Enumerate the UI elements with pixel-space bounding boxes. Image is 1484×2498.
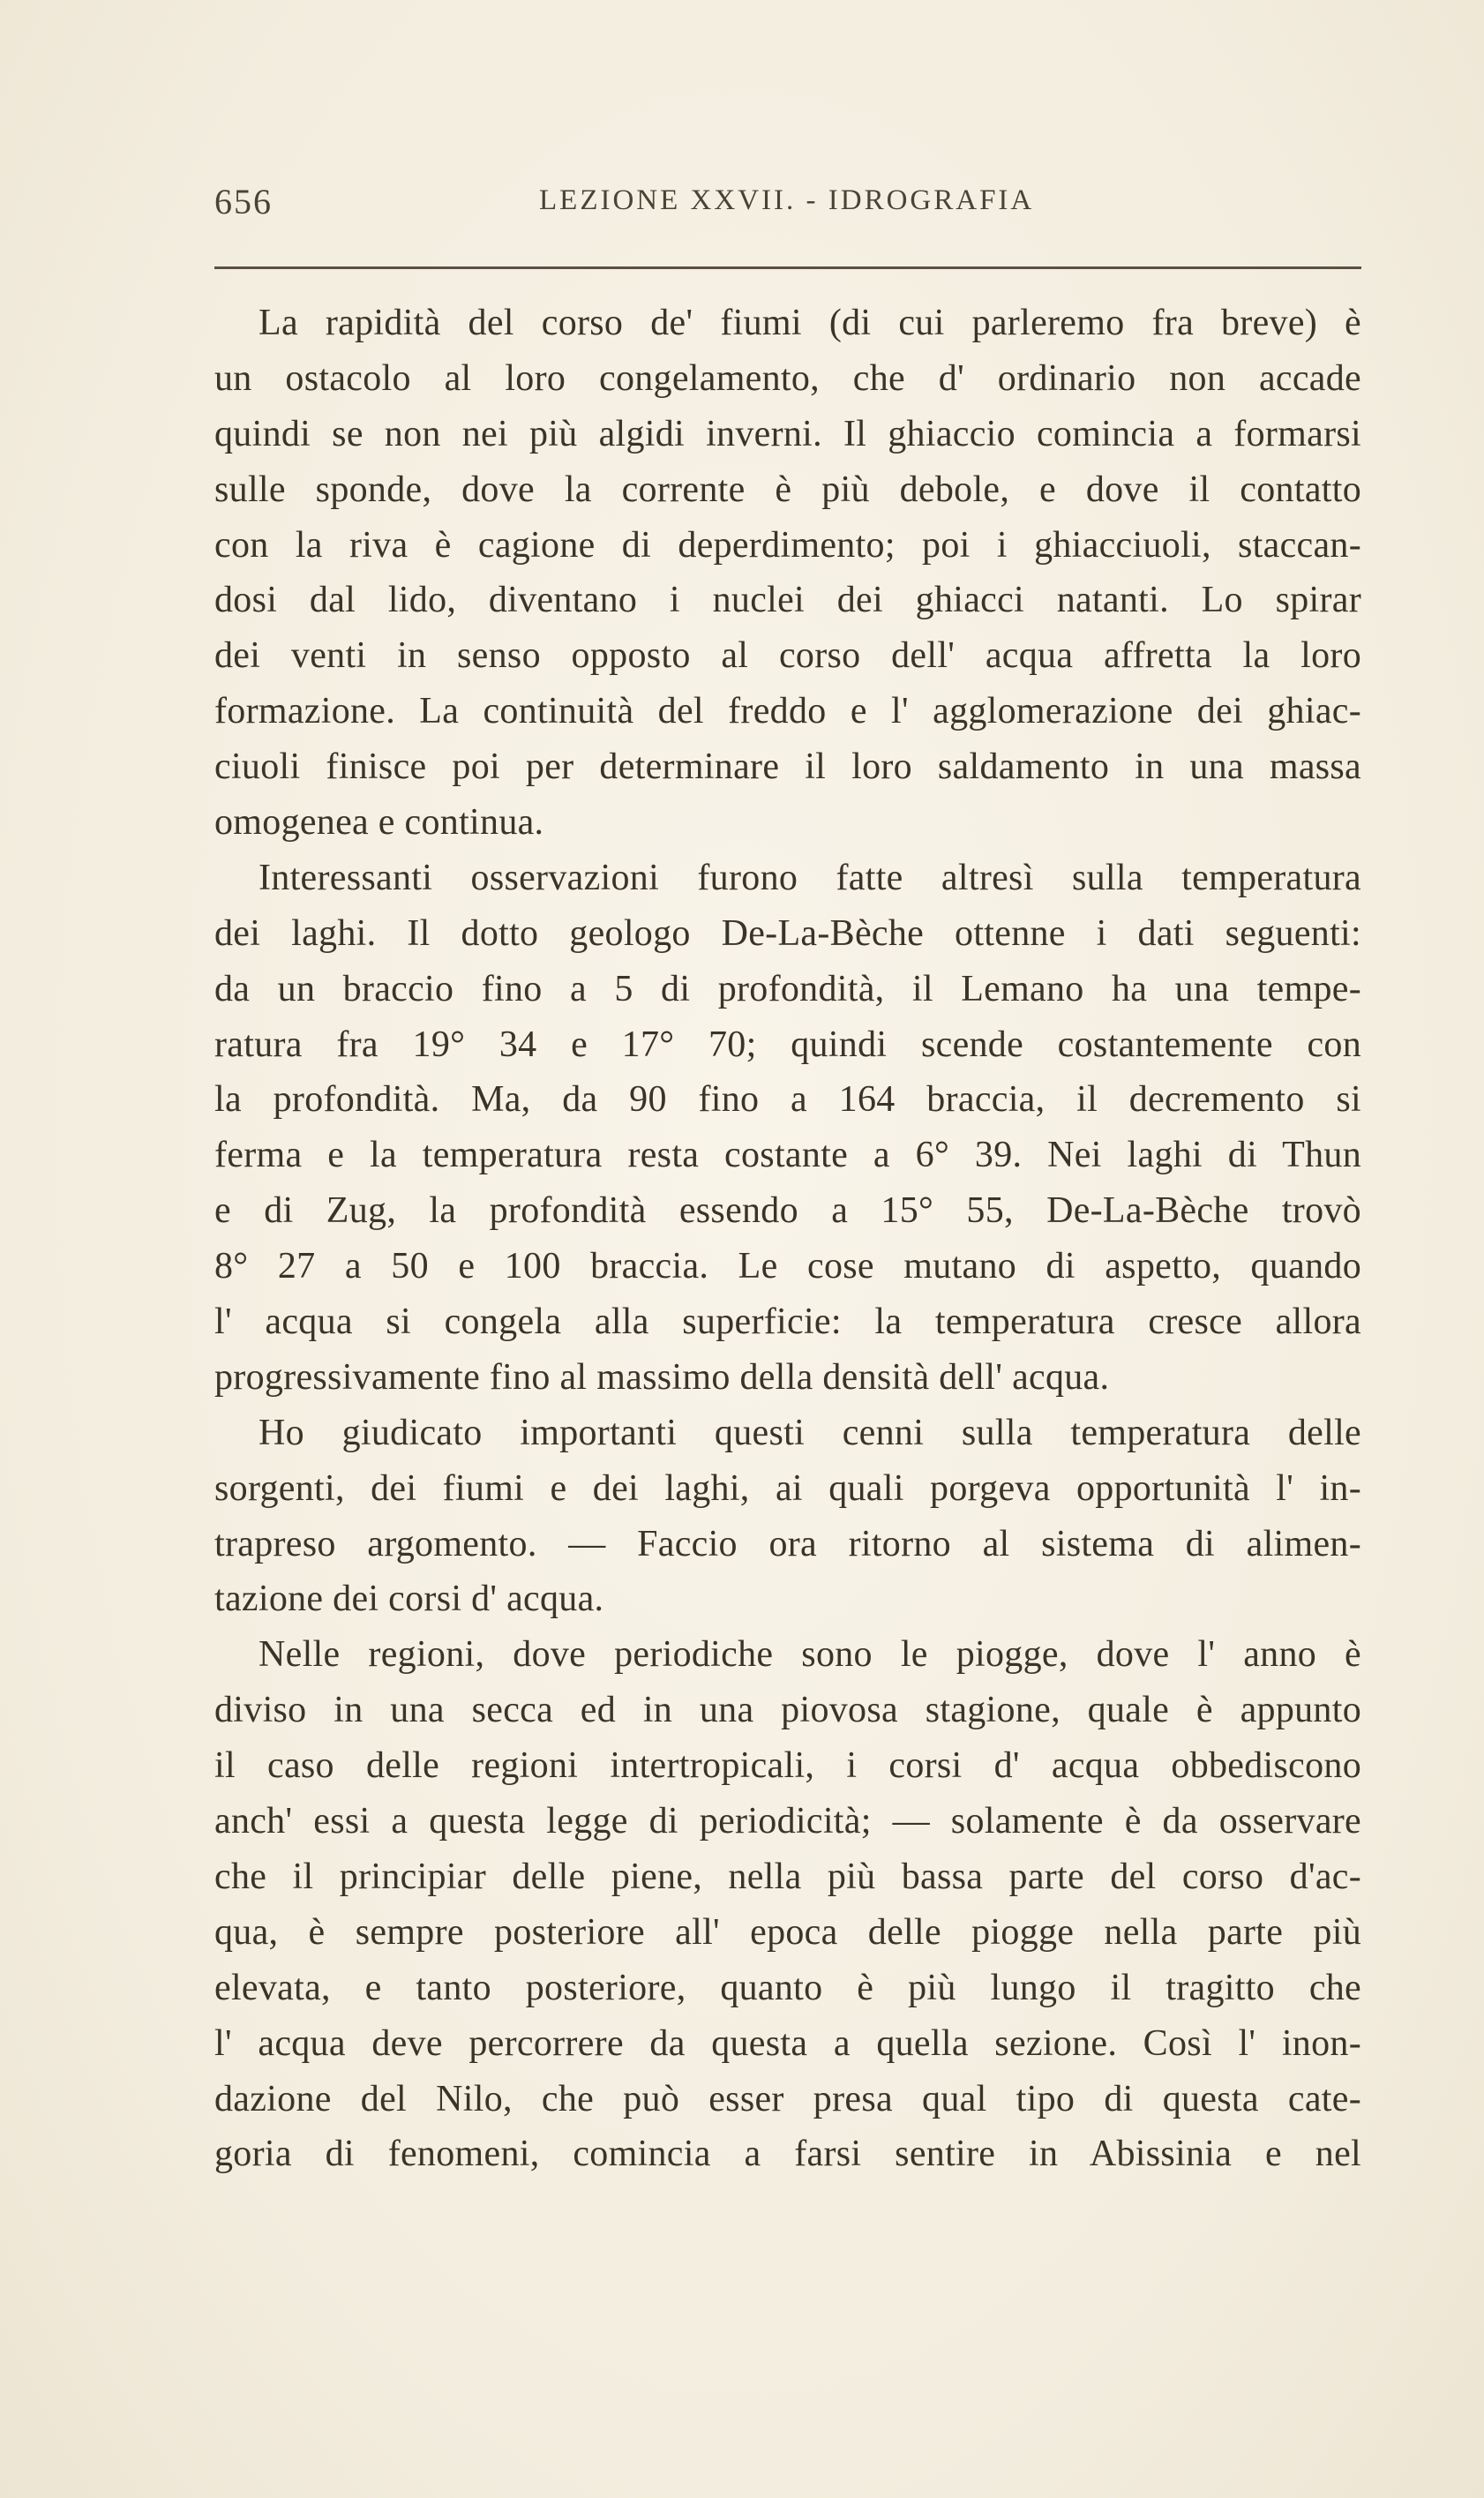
text-line: Ho giudicato importanti questi cenni sulla temperatura delle xyxy=(259,1412,1361,1453)
text-line: tazione dei corsi d' acqua. xyxy=(214,1579,604,1620)
text-line: Nelle regioni, dove periodiche sono le piogge, dove l' anno è xyxy=(259,1634,1361,1676)
text-line: La rapidità del corso de' fiumi (di cui parleremo fra breve) è xyxy=(259,303,1361,343)
text-line: l' acqua deve percorrere da questa a quella sezione. Così l' inon- xyxy=(214,2022,1361,2064)
text-line: da un braccio fino a 5 di profondità, il Lemano ha una tempe- xyxy=(214,968,1361,1009)
text-line: anch' essi a questa legge di periodicità; — solamente è da osservare xyxy=(214,1801,1361,1842)
text-line: Interessanti osservazioni furono fatte altresì sulla temperatura xyxy=(259,857,1361,898)
text-line: trapreso argomento. — Faccio ora ritorno al sistema di alimen- xyxy=(214,1523,1361,1564)
page-number: 656 xyxy=(214,182,273,221)
text-line: goria di fenomeni, comincia a farsi sentire in Abissinia e nel xyxy=(214,2134,1361,2175)
text-line: omogenea e continua. xyxy=(214,802,544,844)
text-line: diviso in una secca ed in una piovosa stagione, quale è appunto xyxy=(214,1690,1361,1731)
text-line: ferma e la temperatura resta costante a 6° 39. Nei laghi di Thun xyxy=(214,1135,1361,1176)
text-line: dei laghi. Il dotto geologo De-La-Bèche ottenne i dati seguenti: xyxy=(214,912,1361,954)
text-line: un ostacolo al loro congelamento, che d' ordinario non accade xyxy=(214,357,1361,399)
text-line: e di Zug, la profondità essendo a 15° 55, De-La-Bèche trovò xyxy=(214,1190,1361,1232)
running-head: LEZIONE XXVII. - IDROGRAFIA xyxy=(539,184,1035,216)
text-line: 8° 27 a 50 e 100 braccia. Le cose mutano di aspetto, quando xyxy=(214,1246,1361,1287)
text-line: elevata, e tanto posteriore, quanto è più lungo il tragitto che xyxy=(214,1967,1361,2008)
text-line: quindi se non nei più algidi inverni. Il ghiaccio comincia a formarsi xyxy=(214,413,1361,454)
text-line: l' acqua si congela alla superficie: la temperatura cresce allora xyxy=(214,1302,1361,1343)
text-line: dazione del Nilo, che può esser presa qual tipo di questa cate- xyxy=(214,2078,1361,2119)
header-rule xyxy=(214,266,1361,269)
text-line: con la riva è cagione di deperdimento; poi i ghiacciuoli, staccan- xyxy=(214,524,1361,566)
text-line: il caso delle regioni intertropicali, i corsi d' acqua obbediscono xyxy=(214,1745,1361,1787)
text-line: dei venti in senso opposto al corso dell' acqua affretta la loro xyxy=(214,635,1361,677)
body-text xyxy=(214,296,1361,2182)
text-line: ratura fra 19° 34 e 17° 70; quindi scende costantemente con xyxy=(214,1024,1361,1065)
text-line: ciuoli finisce poi per determinare il loro saldamento in una massa xyxy=(214,746,1361,788)
text-line: sulle sponde, dove la corrente è più debole, e dove il contatto xyxy=(214,469,1361,510)
text-line: progressivamente fino al massimo della densità dell' acqua. xyxy=(214,1356,1110,1398)
text-line: formazione. La continuità del freddo e l' agglomerazione dei ghiac- xyxy=(214,691,1361,732)
text-line: qua, è sempre posteriore all' epoca delle piogge nella parte più xyxy=(214,1911,1361,1953)
text-line: che il principiar delle piene, nella più bassa parte del corso d'ac- xyxy=(214,1856,1361,1897)
page-header xyxy=(214,181,1361,234)
text-line: sorgenti, dei fiumi e dei laghi, ai quali porgeva opportunità l' in- xyxy=(214,1467,1361,1509)
text-line: la profondità. Ma, da 90 fino a 164 braccia, il decremento si xyxy=(214,1079,1361,1121)
text-line: dosi dal lido, diventano i nuclei dei ghiacci natanti. Lo spirar xyxy=(214,580,1361,621)
